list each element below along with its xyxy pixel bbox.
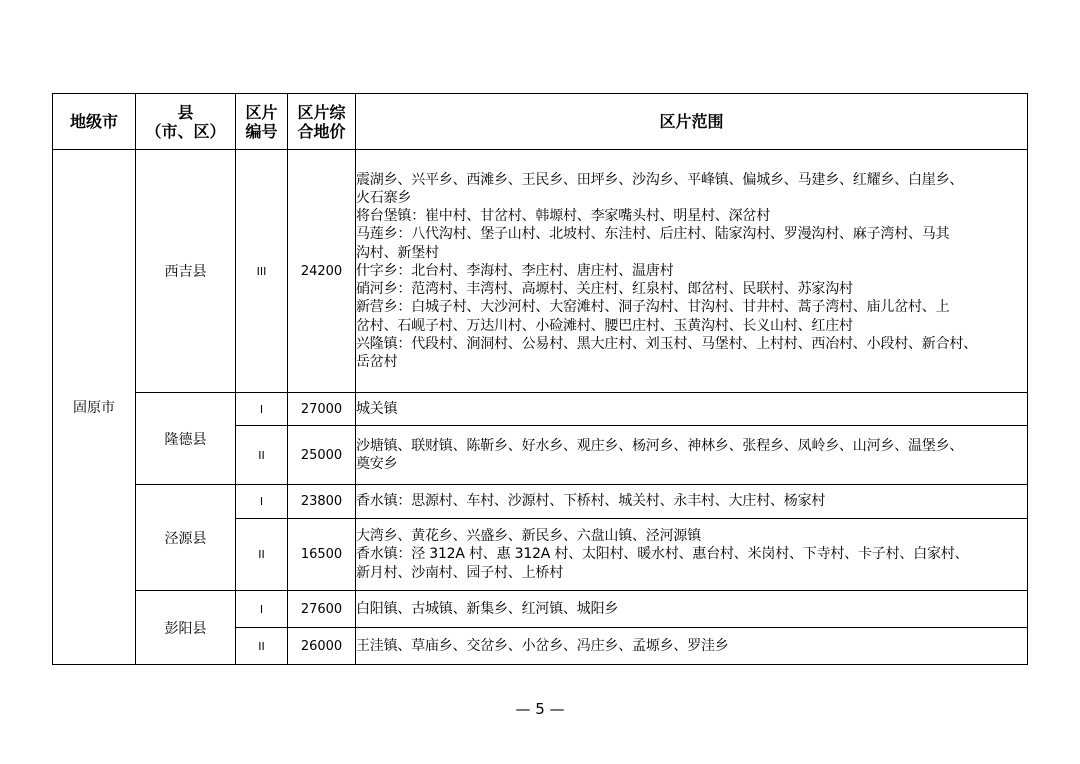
range-line: 硝河乡：范湾村、丰湾村、高塬村、关庄村、红泉村、郎岔村、民联村、苏家沟村 xyxy=(356,281,853,298)
zone-number-cell: I xyxy=(236,485,288,519)
range-line: 将台堡镇：崔中村、甘岔村、韩塬村、李家嘴头村、明星村、深岔村 xyxy=(356,208,770,225)
zone-number-cell: III xyxy=(236,150,288,393)
table-row-longde-1 xyxy=(53,393,1028,426)
range-line: 奠安乡 xyxy=(356,456,398,472)
land-price-cell: 27600 xyxy=(288,591,356,628)
range-line: 大湾乡、黄花乡、兴盛乡、新民乡、六盘山镇、泾河源镇 xyxy=(356,528,701,545)
range-line: 岔村、石岘子村、万达川村、小硷滩村、腰巴庄村、玉黄沟村、长义山村、红庄村 xyxy=(356,317,853,334)
range-line: 马莲乡：八代沟村、堡子山村、北坡村、东洼村、后庄村、陆家沟村、罗漫沟村、麻子湾村、马其 xyxy=(356,226,950,243)
table-row-xiji xyxy=(53,150,1028,393)
range-line: 香水镇：思源村、车村、沙源村、下桥村、城关村、永丰村、大庄村、杨家村 xyxy=(356,493,826,510)
range-line: 沙塘镇、联财镇、陈靳乡、好水乡、观庄乡、杨河乡、神林乡、张程乡、凤岭乡、山河乡、温堡乡、 xyxy=(356,437,964,454)
zone-number-cell: II xyxy=(236,519,288,591)
zone-range-cell xyxy=(356,628,1028,665)
zone-range-cell xyxy=(356,485,1028,519)
land-price-cell: 16500 xyxy=(288,519,356,591)
zone-range-cell xyxy=(356,591,1028,628)
zone-range-cell xyxy=(356,150,1028,393)
range-line: 新月村、沙南村、园子村、上桥村 xyxy=(356,564,563,581)
range-line: 城关镇 xyxy=(356,400,398,417)
county-cell-jingyuan: 泾源县 xyxy=(136,485,236,591)
county-cell-longde: 隆德县 xyxy=(136,393,236,485)
header-city: 地级市 xyxy=(53,94,136,150)
range-line: 白阳镇、古城镇、新集乡、红河镇、城阳乡 xyxy=(356,600,619,617)
range-line: 岳岔村 xyxy=(356,353,398,370)
table-row-jingyuan-1 xyxy=(53,485,1028,519)
header-land-price: 区片综 合地价 xyxy=(288,94,356,150)
header-zone-number: 区片 编号 xyxy=(236,94,288,150)
range-line: 兴隆镇：代段村、涧洞村、公易村、黑大庄村、刘玉村、马堡村、上村村、西冶村、小段村、新合村、 xyxy=(356,335,977,352)
land-price-cell: 24200 xyxy=(288,150,356,393)
range-line: 什字乡：北台村、李海村、李庄村、唐庄村、温唐村 xyxy=(356,262,674,279)
header-row xyxy=(53,94,1028,150)
zone-range-cell xyxy=(356,393,1028,426)
land-price-cell: 23800 xyxy=(288,485,356,519)
city-cell: 固原市 xyxy=(53,150,136,665)
county-cell-pengyang: 彭阳县 xyxy=(136,591,236,665)
range-line: 新营乡：白城子村、大沙河村、大窑滩村、洞子沟村、甘沟村、甘井村、蒿子湾村、庙儿岔村、上 xyxy=(356,299,950,316)
range-line: 沟村、新堡村 xyxy=(356,244,439,261)
header-county: 县 （市、区） xyxy=(136,94,236,150)
range-line: 香水镇：泾 312A 村、惠 312A 村、太阳村、暖水村、惠台村、米岗村、下寺村、卡子村、白家村、 xyxy=(356,546,969,563)
land-price-cell: 25000 xyxy=(288,426,356,485)
header-zone-range: 区片范围 xyxy=(356,94,1028,150)
zone-number-cell: I xyxy=(236,591,288,628)
land-price-cell: 26000 xyxy=(288,628,356,665)
land-price-cell: 27000 xyxy=(288,393,356,426)
zone-number-cell: I xyxy=(236,393,288,426)
zone-number-cell: II xyxy=(236,628,288,665)
land-price-table xyxy=(52,93,1028,665)
zone-range-cell xyxy=(356,426,1028,485)
range-line: 火石寨乡 xyxy=(356,190,412,207)
table-row-pengyang-1 xyxy=(53,591,1028,628)
zone-range-cell xyxy=(356,519,1028,591)
county-cell-xiji: 西吉县 xyxy=(136,150,236,393)
range-line: 震湖乡、兴平乡、西滩乡、王民乡、田坪乡、沙沟乡、平峰镇、偏城乡、马建乡、红耀乡、白崖乡、 xyxy=(356,171,964,188)
zone-number-cell: II xyxy=(236,426,288,485)
page-number: — 5 — xyxy=(515,700,565,718)
range-line: 王洼镇、草庙乡、交岔乡、小岔乡、冯庄乡、孟塬乡、罗洼乡 xyxy=(356,637,729,654)
